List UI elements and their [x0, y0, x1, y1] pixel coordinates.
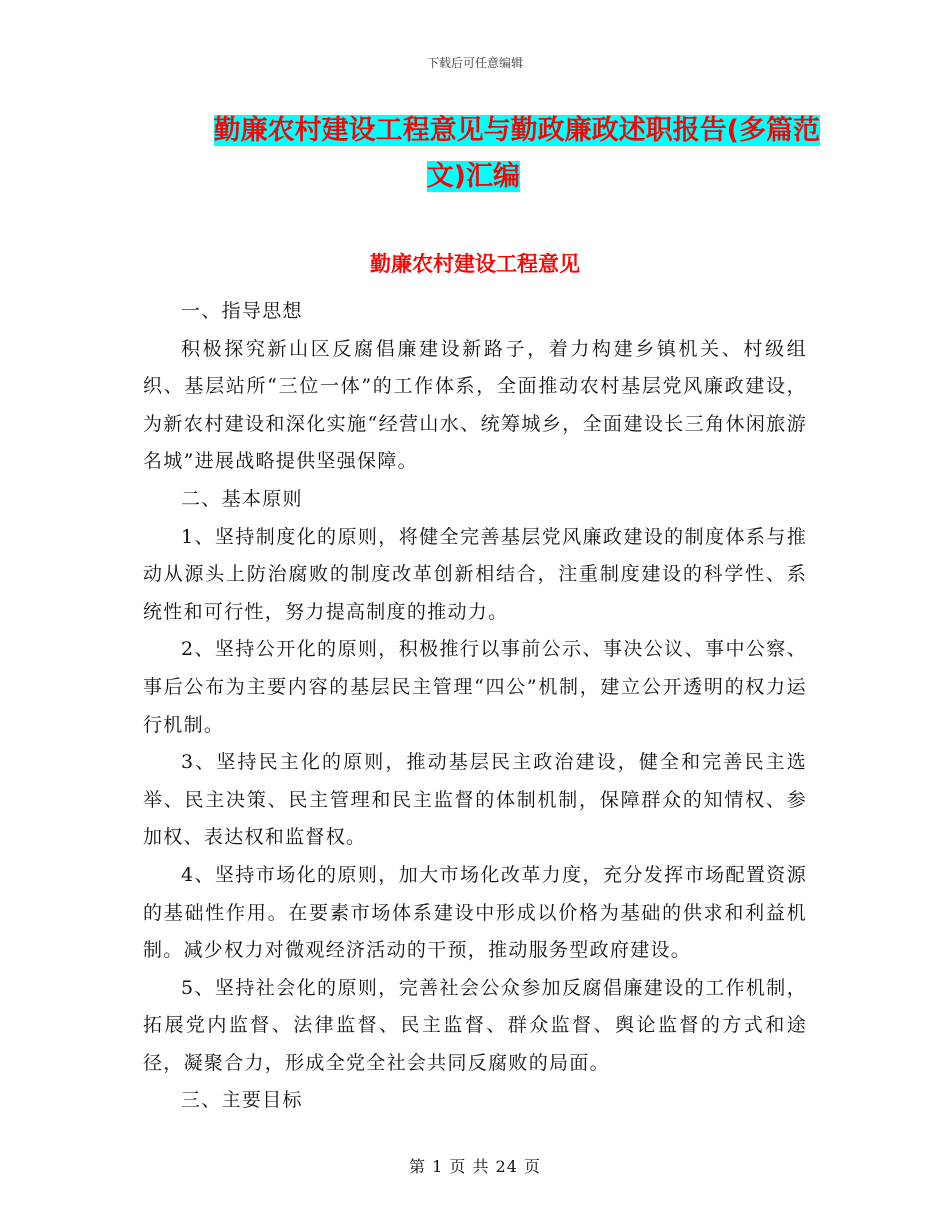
paragraph: 5、坚持社会化的原则，完善社会公众参加反腐倡廉建设的工作机制，拓展党内监督、法律监督、民主监督、群众监督、舆论监督的方式和途径，凝聚合力，形成全党全社会共同反腐败的局面。	[143, 976, 807, 1074]
paragraph: 3、坚持民主化的原则，推动基层民主政治建设，健全和完善民主选举、民主决策、民主管理和民主监督的体制机制，保障群众的知情权、参加权、表达权和监督权。	[143, 751, 807, 849]
paragraph: 积极探究新山区反腐倡廉建设新路子，着力构建乡镇机关、村级组织、基层站所“三位一体”的工作体系，全面推动农村基层党风廉政建设，为新农村建设和深化实施“经营山水、统筹城乡，全面建设长三角休闲旅游名城”进展战略提供坚强保障。	[143, 337, 807, 473]
heading-basic-principles: 二、基本原则	[181, 487, 303, 510]
heading-main-goals: 三、主要目标	[181, 1089, 303, 1112]
document-title-line-1-text: 勤廉农村建设工程意见与勤政廉政述职报告(多篇范	[213, 115, 820, 146]
paragraph: 2、坚持公开化的原则，积极推行以事前公示、事决公议、事中公察、事后公布为主要内容的基层民主管理“四公”机制，建立公开透明的权力运行机制。	[143, 638, 807, 736]
paragraph: 1、坚持制度化的原则，将健全完善基层党风廉政建设的制度体系与推动从源头上防治腐败的制度改革创新相结合，注重制度建设的科学性、系统性和可行性，努力提高制度的推动力。	[143, 525, 807, 623]
paragraph: 4、坚持市场化的原则，加大市场化改革力度，充分发挥市场配置资源的基础性作用。在要素市场体系建设中形成以价格为基础的供求和利益机制。减少权力对微观经济活动的干预，推动服务型政府建设。	[143, 863, 807, 962]
document-title	[140, 108, 820, 200]
document-body	[143, 293, 807, 1120]
document-title-line-2	[140, 154, 820, 200]
header-note: 下载后可任意编辑	[426, 56, 523, 70]
section-title: 勤廉农村建设工程意见	[370, 252, 580, 276]
document-title-line-1	[140, 108, 820, 154]
page-footer: 第 1 页 共 24 页	[409, 1157, 541, 1176]
document-title-line-2-text: 文)汇编	[426, 161, 520, 192]
heading-guiding-thought: 一、指导思想	[181, 300, 303, 322]
